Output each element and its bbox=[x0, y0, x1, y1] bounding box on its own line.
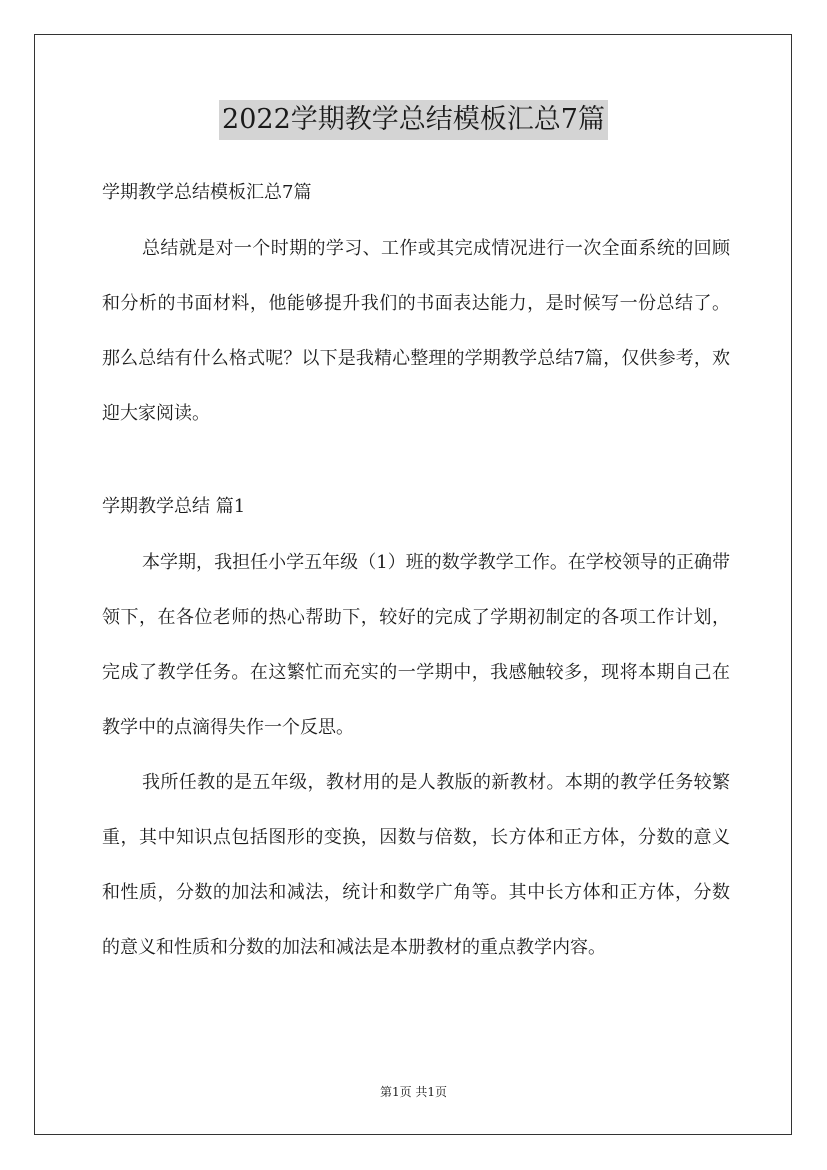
body-paragraph-2: 我所任教的是五年级，教材用的是人教版的新教材。本期的教学任务较繁重，其中知识点包括图形的变换，因数与倍数，长方体和正方体，分数的意义和性质，分数的加法和减法，统计和数学广角等。其中长方体和正方体，分数的意义和性质和分数的加法和减法是本册教材的重点教学内容。 bbox=[102, 772, 730, 958]
document-title: 2022学期教学总结模板汇总7篇 bbox=[219, 100, 608, 140]
section-heading: 学期教学总结 篇1 bbox=[102, 496, 246, 517]
document-body bbox=[102, 165, 730, 975]
page-footer: 第1页 共1页 bbox=[379, 1085, 448, 1099]
section-spacer bbox=[102, 441, 730, 479]
intro-paragraph: 总结就是对一个时期的学习、工作或其完成情况进行一次全面系统的回顾和分析的书面材料，他能够提升我们的书面表达能力，是时候写一份总结了。那么总结有什么格式呢？以下是我精心整理的学期教学总结7篇，仅供参考，欢迎大家阅读。 bbox=[102, 238, 730, 424]
title-container bbox=[0, 100, 827, 140]
document-subtitle: 学期教学总结模板汇总7篇 bbox=[102, 182, 312, 203]
body-paragraph-1: 本学期，我担任小学五年级（1）班的数学教学工作。在学校领导的正确带领下，在各位老师的热心帮助下，较好的完成了学期初制定的各项工作计划，完成了教学任务。在这繁忙而充实的一学期中，我感触较多，现将本期自己在教学中的点滴得失作一个反思。 bbox=[102, 552, 730, 738]
